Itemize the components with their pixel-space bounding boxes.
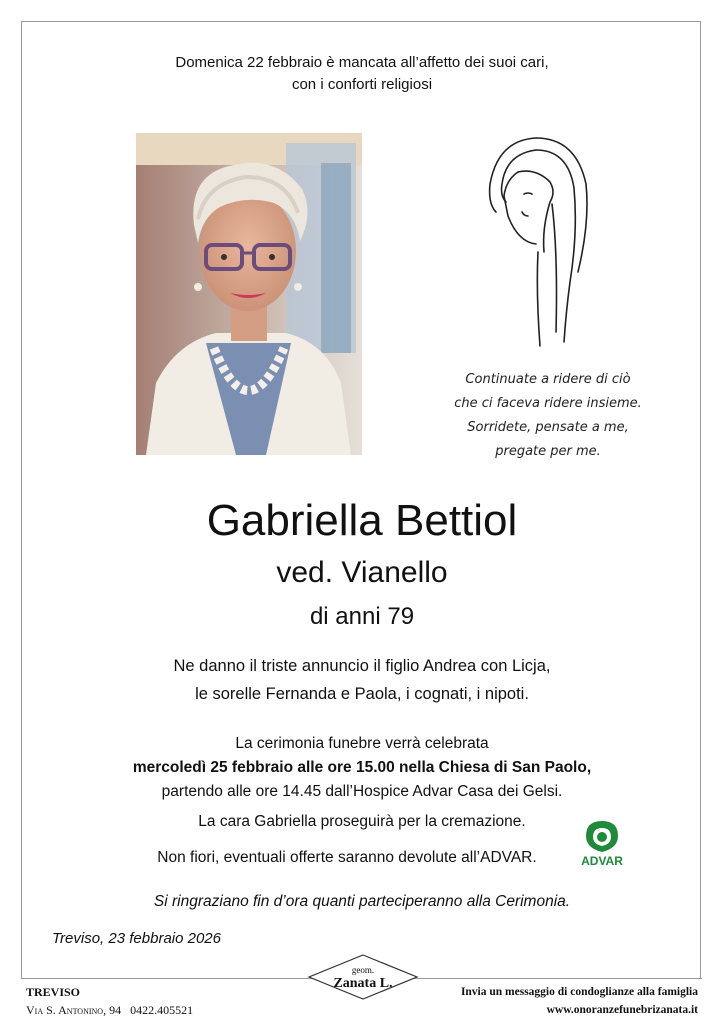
footer-divider-right (420, 978, 702, 979)
flowers-text: Non fiori, eventuali offerte saranno devolute all’ADVAR. (157, 849, 537, 866)
quote-line-4: pregate per me. (495, 444, 601, 459)
funeral-home-logo (305, 953, 421, 1001)
footer-contact-row (26, 1001, 193, 1019)
logo-top-text: geom. (351, 965, 375, 975)
advar-logo (578, 818, 626, 868)
intro-line-2: con i conforti religiosi (291, 76, 433, 93)
footer-message-line: Invia un messaggio di condoglianze alla famiglia (460, 986, 698, 998)
ceremony-datetime: mercoledì 25 febbraio alle ore 15.00 nella Chiesa di San Paolo, (132, 759, 592, 776)
announcement-line-2: le sorelle Fernanda e Paola, i cognati, i nipoti. (195, 685, 529, 703)
announcement-line-1: Ne danno il triste annuncio il figlio Andrea con Licja, (173, 657, 551, 675)
quote-line-2: che ci faceva ridere insieme. (454, 396, 642, 411)
age: di anni 79 (309, 603, 415, 630)
intro-line-1: Domenica 22 febbraio è mancata all’affetto dei suoi cari, (175, 54, 549, 71)
deceased-name: Gabriella Bettiol (206, 496, 518, 545)
widow-of: ved. Vianello (276, 556, 448, 589)
footer-condolences (461, 983, 698, 1019)
memorial-quote (432, 368, 664, 464)
ceremony-line-3: partendo alle ore 14.45 dall’Hospice Advar Casa dei Gelsi. (161, 783, 563, 800)
footer-city: TREVISO (26, 985, 81, 999)
portrait-illustration (136, 133, 362, 455)
announcement (0, 652, 724, 708)
quote-line-1: Continuate a ridere di ciò (465, 372, 631, 387)
madonna-icon (478, 132, 594, 348)
portrait-photo (136, 133, 362, 455)
intro-text (0, 52, 724, 96)
date-place: Treviso, 23 febbraio 2026 (52, 930, 221, 947)
ceremony-line-1: La cerimonia funebre verrà celebrata (235, 735, 489, 752)
footer-address (26, 983, 193, 1019)
footer-divider-left (22, 978, 306, 979)
footer-street: Via S. Antonino, 94 (26, 1003, 122, 1017)
quote-line-3: Sorridete, pensate a me, (467, 420, 629, 435)
logo-name-text: Zanata L. (333, 976, 393, 991)
thanks-text: Si ringraziano fin d’ora quanti parteciperanno alla Cerimonia. (153, 893, 571, 910)
footer-website-link[interactable]: www.onoranzefunebrizanata.it (546, 1004, 698, 1016)
footer-phone: 0422.405521 (130, 1003, 194, 1017)
advar-logo-text: ADVAR (581, 854, 623, 868)
ceremony-line-4: La cara Gabriella proseguirà per la cremazione. (198, 813, 526, 830)
